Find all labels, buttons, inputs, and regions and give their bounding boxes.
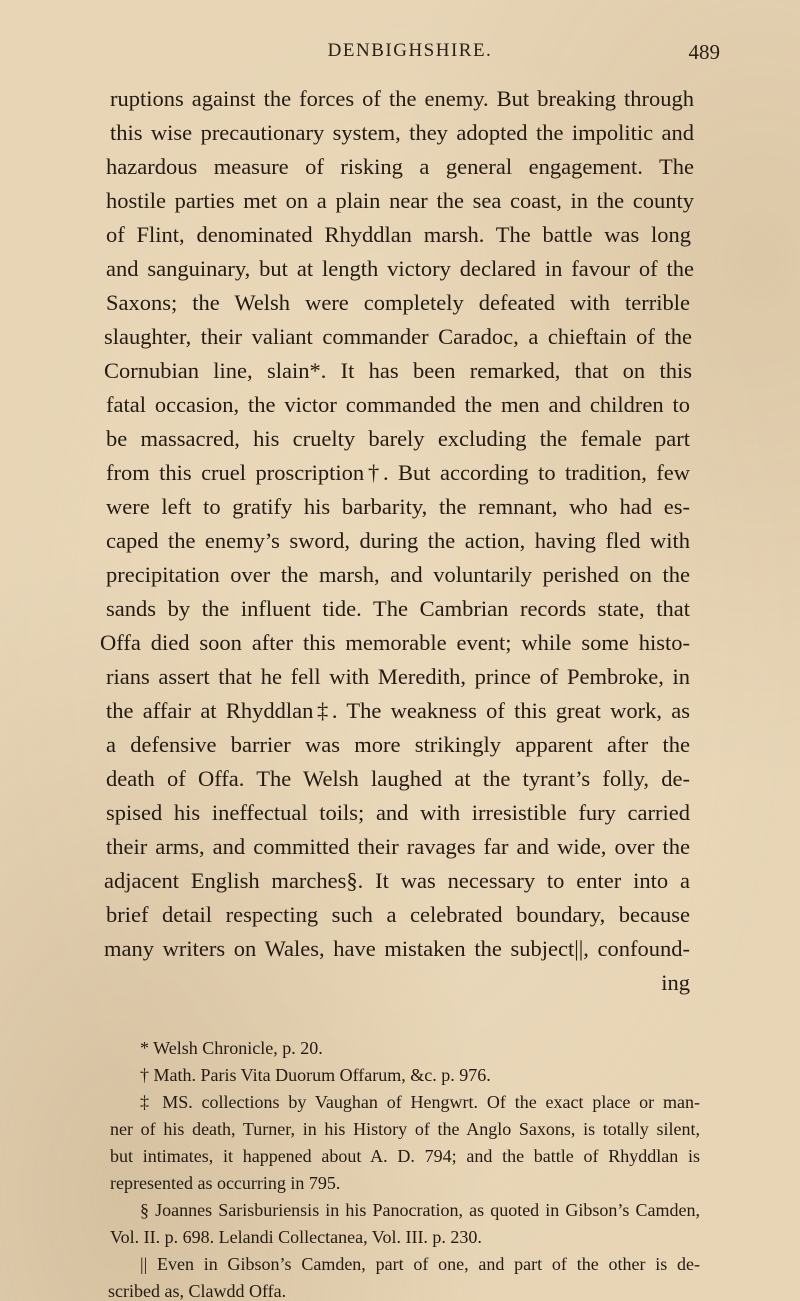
body-line: hostile parties met on a plain near the sea coast, in the county xyxy=(106,188,694,213)
body-line: hazardous measure of risking a general engagement. The xyxy=(106,154,694,179)
catchword: ing xyxy=(661,970,690,995)
footnote: ‡ MS. collections by Vaughan of Hengwrt. Of the exact place or man- xyxy=(140,1092,700,1112)
body-line: a defensive barrier was more strikingly apparent after the xyxy=(106,732,690,757)
body-line: the affair at Rhyddlan‡. The weakness of this great work, as xyxy=(106,698,690,723)
body-line: adjacent English marches§. It was necessary to enter into a xyxy=(104,868,690,893)
body-line: were left to gratify his barbarity, the remnant, who had es- xyxy=(106,494,690,519)
body-line: of Flint, denominated Rhyddlan marsh. The battle was long xyxy=(106,222,691,247)
body-line: slaughter, their valiant commander Caradoc, a chieftain of the xyxy=(104,324,692,349)
footnote: * Welsh Chronicle, p. 20. xyxy=(140,1038,323,1058)
body-line: from this cruel proscription†. But according to tradition, few xyxy=(106,460,690,485)
body-line: sands by the influent tide. The Cambrian records state, that xyxy=(106,596,690,621)
page-number: 489 xyxy=(688,40,720,64)
body-line: ruptions against the forces of the enemy. But breaking through xyxy=(110,86,694,111)
footnote: || Even in Gibson’s Camden, part of one, and part of the other is de- xyxy=(140,1254,700,1274)
body-line: spised his ineffectual toils; and with irresistible fury carried xyxy=(106,800,690,825)
body-line: brief detail respecting such a celebrated boundary, because xyxy=(106,902,690,927)
footnote: † Math. Paris Vita Duorum Offarum, &c. p. 976. xyxy=(140,1065,491,1085)
body-line: caped the enemy’s sword, during the action, having fled with xyxy=(106,528,690,553)
body-line: death of Offa. The Welsh laughed at the tyrant’s folly, de- xyxy=(106,766,690,791)
body-line: rians assert that he fell with Meredith, prince of Pembroke, in xyxy=(106,664,690,689)
body-line: and sanguinary, but at length victory declared in favour of the xyxy=(106,256,694,281)
body-line: be massacred, his cruelty barely excluding the female part xyxy=(106,426,690,451)
footnote-continuation: Vol. II. p. 698. Lelandi Collectanea, Vol. III. p. 230. xyxy=(110,1227,482,1247)
footnote-continuation: scribed as, Clawdd Offa. xyxy=(108,1281,287,1301)
body-line: precipitation over the marsh, and voluntarily perished on the xyxy=(106,562,690,587)
body-line: Offa died soon after this memorable event; while some histo- xyxy=(100,630,690,655)
footnote: § Joannes Sarisburiensis in his Panocration, as quoted in Gibson’s Camden, xyxy=(140,1200,700,1220)
running-title: DENBIGHSHIRE. xyxy=(327,40,493,61)
body-line: this wise precautionary system, they adopted the impolitic and xyxy=(110,120,694,145)
body-line: Saxons; the Welsh were completely defeated with terrible xyxy=(106,290,690,315)
body-line: their arms, and committed their ravages far and wide, over the xyxy=(106,834,690,859)
footnote-continuation: represented as occurring in 795. xyxy=(110,1173,341,1193)
body-line: fatal occasion, the victor commanded the men and children to xyxy=(106,392,690,417)
body-line: many writers on Wales, have mistaken the subject||, confound- xyxy=(104,936,690,961)
running-head xyxy=(100,40,720,70)
footnote-continuation: ner of his death, Turner, in his History of the Anglo Saxons, is totally silent, xyxy=(110,1119,700,1139)
body-line: Cornubian line, slain*. It has been remarked, that on this xyxy=(104,358,692,383)
footnote-continuation: but intimates, it happened about A. D. 794; and the battle of Rhyddlan is xyxy=(110,1146,700,1166)
